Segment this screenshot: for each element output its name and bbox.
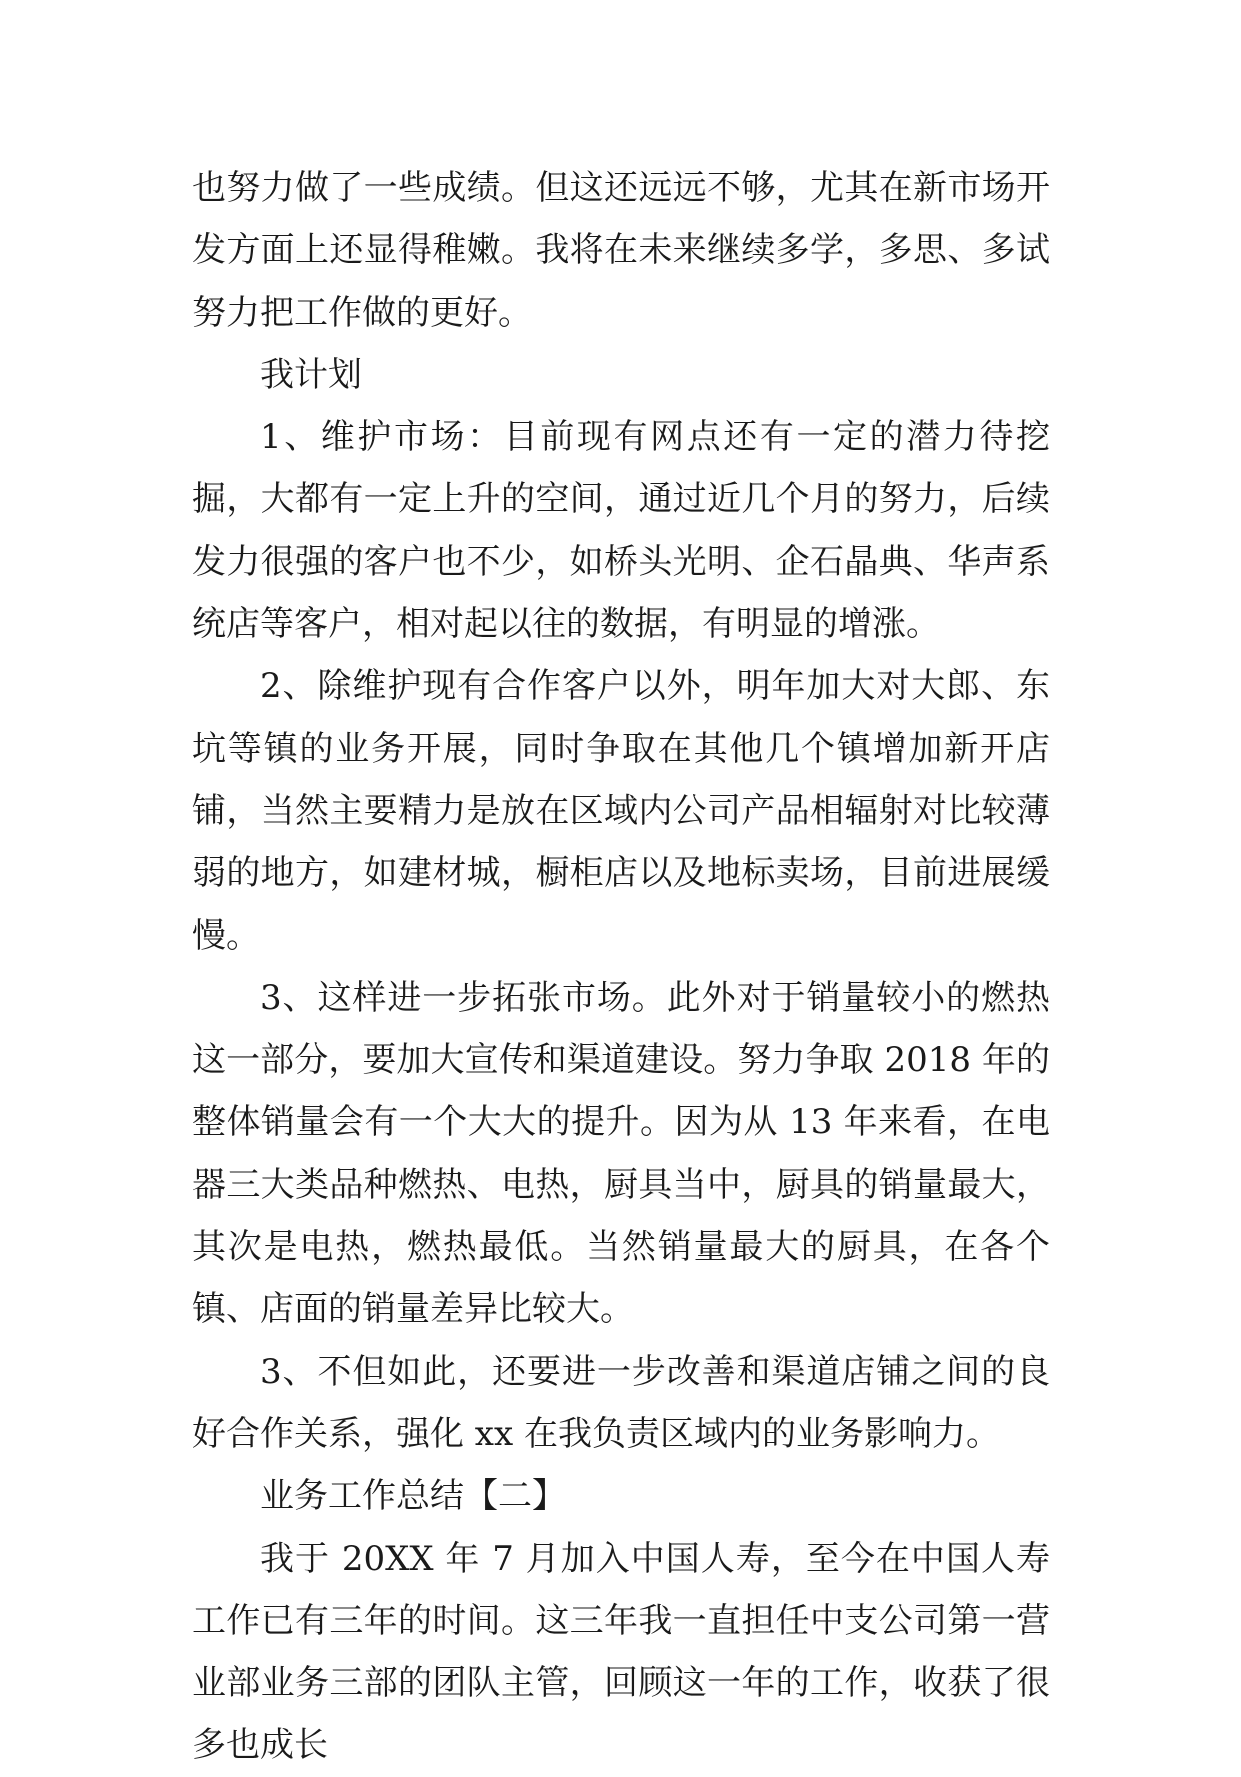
paragraph-item-1: 1、维护市场：目前现有网点还有一定的潜力待挖掘，大都有一定上升的空间，通过近几个月的努力，后续发力很强的客户也不少，如桥头光明、企石晶典、华声系统店等客户，相对起以往的数据，有明显的增涨。 bbox=[192, 417, 1050, 645]
paragraph-item-3b: 3、不但如此，还要进一步改善和渠道店铺之间的良好合作关系，强化 xx 在我负责区域内的业务影响力。 bbox=[192, 1351, 1050, 1454]
document-body bbox=[192, 157, 1050, 1777]
paragraph-item-2: 2、除维护现有合作客户以外，明年加大对大郎、东坑等镇的业务开展，同时争取在其他几个镇增加新开店铺，当然主要精力是放在区域内公司产品相辐射对比较薄弱的地方，如建材城，橱柜店以及地标卖场，目前进展缓慢。 bbox=[192, 666, 1050, 956]
paragraph-summary-intro: 我于 20XX 年 7 月加入中国人寿，至今在中国人寿工作已有三年的时间。这三年我一直担任中支公司第一营业部业务三部的团队主管，回顾这一年的工作，收获了很多也成长 bbox=[192, 1538, 1050, 1766]
section-heading-summary-two: 业务工作总结【二】 bbox=[260, 1476, 566, 1517]
section-heading-plan: 我计划 bbox=[260, 354, 362, 395]
paragraph-item-3: 3、这样进一步拓张市场。此外对于销量较小的燃热这一部分，要加大宣传和渠道建设。努力争取 2018 年的整体销量会有一个大大的提升。因为从 13 年来看，在电器三大类品种燃热、电热，厨具当中，厨具的销量最大，其次是电热，燃热最低。当然销量最大的厨具，在各个镇、店面的销量差异比较大。 bbox=[192, 977, 1050, 1330]
paragraph-continuation: 也努力做了一些成绩。但这还远远不够，尤其在新市场开发方面上还显得稚嫩。我将在未来继续多学，多思、多试努力把工作做的更好。 bbox=[192, 168, 1050, 333]
